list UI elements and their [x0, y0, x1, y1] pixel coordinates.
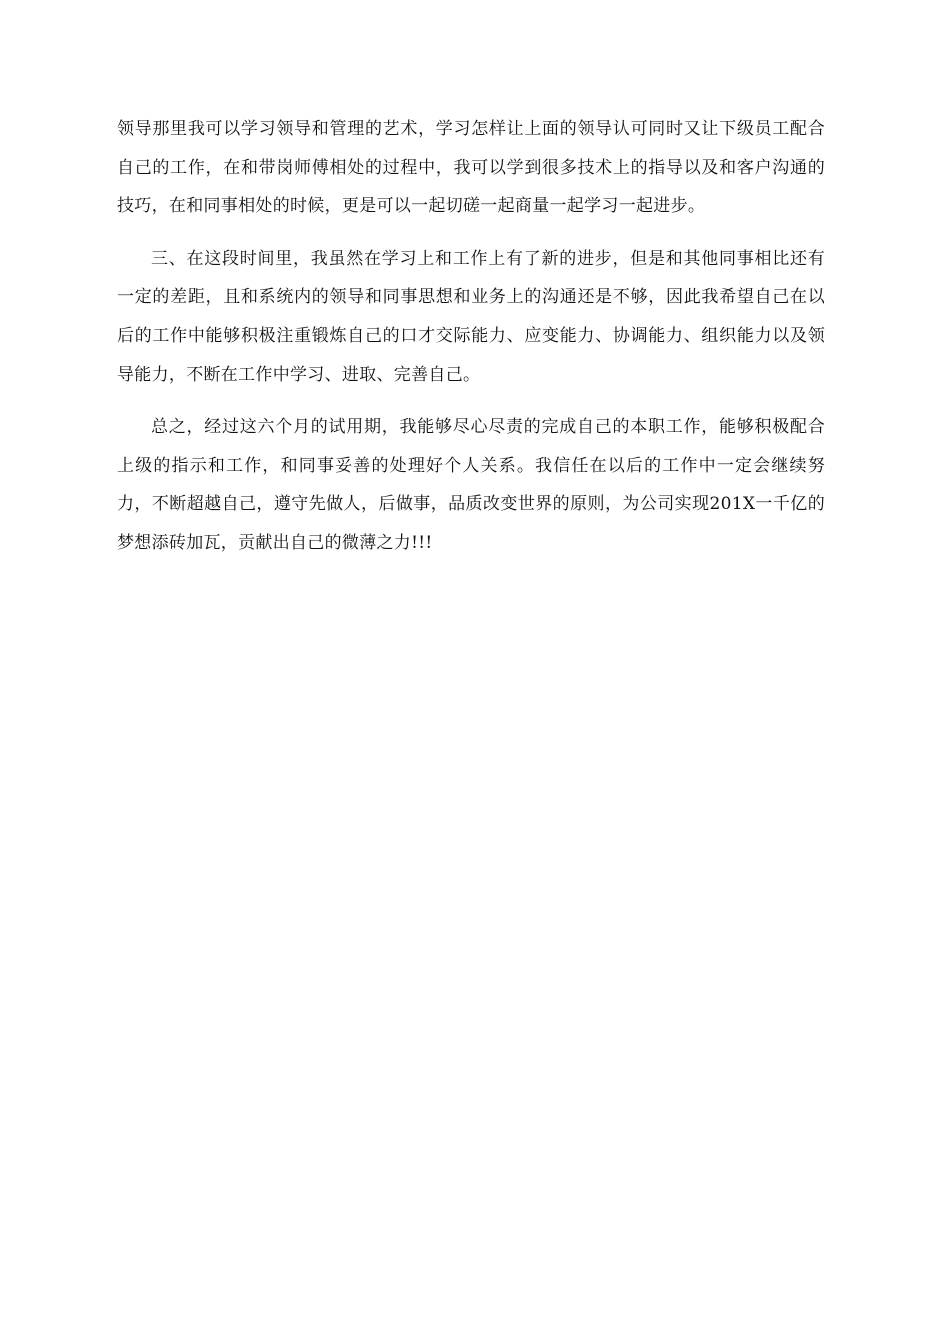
paragraph-conclusion: 总之，经过这六个月的试用期，我能够尽心尽责的完成自己的本职工作，能够积极配合上级的指示和工作，和同事妥善的处理好个人关系。我信任在以后的工作中一定会继续努力，不断超越自己，遵守先做人，后做事，品质改变世界的原则，为公司实现201X一千亿的梦想添砖加瓦，贡献出自己的微薄之力!!! [117, 417, 825, 553]
document-body [117, 110, 825, 577]
paragraph-continuation: 领导那里我可以学习领导和管理的艺术，学习怎样让上面的领导认可同时又让下级员工配合自己的工作，在和带岗师傅相处的过程中，我可以学到很多技术上的指导以及和客户沟通的技巧，在和同事相处的时候，更是可以一起切磋一起商量一起学习一起进步。 [117, 119, 825, 217]
paragraph-section-three: 三、在这段时间里，我虽然在学习上和工作上有了新的进步，但是和其他同事相比还有一定的差距，且和系统内的领导和同事思想和业务上的沟通还是不够，因此我希望自己在以后的工作中能够积极注重锻炼自己的口才交际能力、应变能力、协调能力、组织能力以及领导能力，不断在工作中学习、进取、完善自己。 [117, 248, 825, 385]
